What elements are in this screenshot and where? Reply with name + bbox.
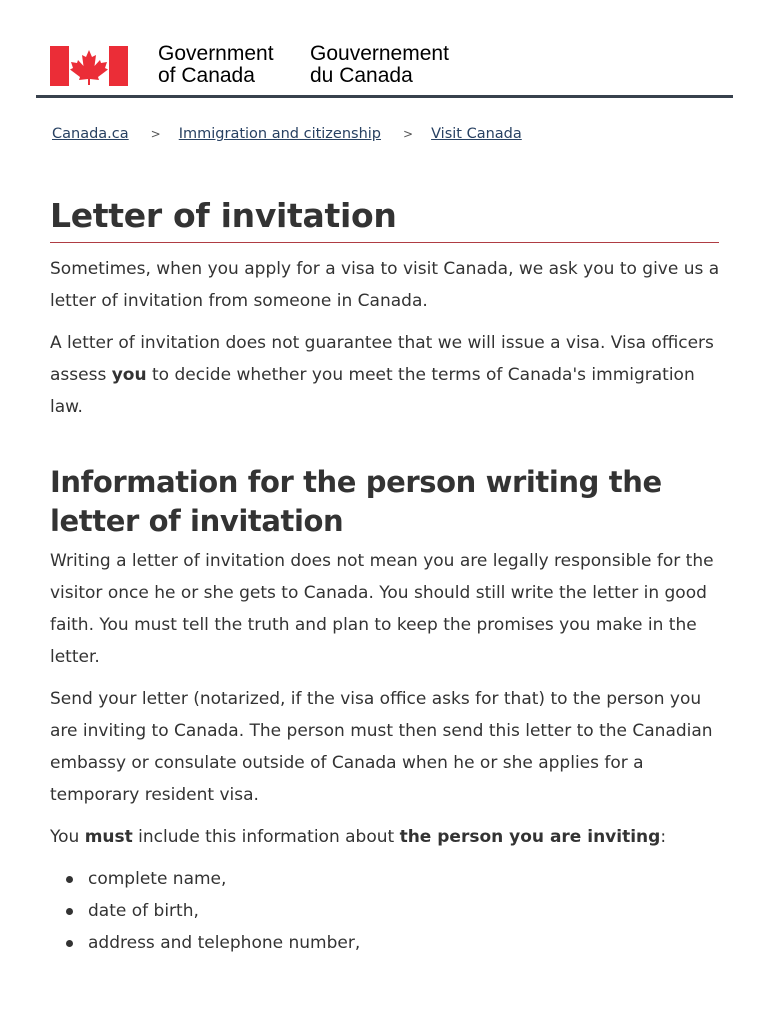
intro-p2-bold: you — [111, 365, 147, 385]
wordmark-en-line1: Government — [158, 42, 274, 65]
p3-text-c: include this information about — [132, 827, 400, 847]
main-content — [50, 253, 725, 959]
wordmark-fr-line1: Gouvernement — [310, 42, 449, 65]
section-paragraph-1: Writing a letter of invitation does not mean you are legally responsible for the visitor once he or she gets to Canada. You should still write the letter in good faith. You must tell the truth and plan to keep the promises you make in the letter. — [50, 551, 714, 667]
list-item-text: complete name, — [88, 869, 227, 889]
site-header — [36, 0, 733, 98]
wordmark-fr-line2: du Canada — [310, 64, 413, 87]
breadcrumb-link-canada[interactable]: Canada.ca — [52, 126, 129, 142]
breadcrumb-separator: > — [403, 127, 414, 141]
canada-flag-icon[interactable] — [50, 46, 128, 86]
list-item-text: date of birth, — [88, 901, 199, 921]
list-item-text: address and telephone number, — [88, 933, 361, 953]
list-item — [50, 863, 725, 895]
title-divider — [50, 242, 719, 243]
intro-p2-text-b: to decide whether you meet the terms of Canada's immigration law. — [50, 365, 695, 417]
wordmark-en-line2: of Canada — [158, 64, 255, 87]
wordmark-french[interactable] — [310, 43, 449, 87]
intro-paragraph-2 — [50, 327, 725, 423]
intro-paragraph-1: Sometimes, when you apply for a visa to visit Canada, we ask you to give us a letter of invitation from someone in Canada. — [50, 259, 720, 311]
p3-text-e: : — [660, 827, 667, 847]
bullet-icon — [66, 940, 73, 947]
page-title: Letter of invitation — [50, 196, 397, 235]
required-info-list — [50, 863, 725, 959]
breadcrumb — [52, 124, 522, 144]
bullet-icon — [66, 876, 73, 883]
breadcrumb-link-immigration[interactable]: Immigration and citizenship — [178, 126, 382, 142]
p3-text-a: You — [50, 827, 85, 847]
intro-p2-text-a: A letter of invitation does not guarantee that we will issue a visa. Visa officers assess — [50, 333, 714, 385]
section-paragraph-3 — [50, 821, 725, 853]
list-item — [50, 927, 725, 959]
section-paragraph-2: Send your letter (notarized, if the visa office asks for that) to the person you are inviting to Canada. The person must then send this letter to the Canadian embassy or consulate outside of Canada when he or she applies for a temporary resident visa. — [50, 689, 713, 805]
p3-bold-person: the person you are inviting — [399, 827, 661, 847]
section-heading: Information for the person writing the letter of invitation — [50, 465, 662, 538]
list-item — [50, 895, 725, 927]
bullet-icon — [66, 908, 73, 915]
breadcrumb-link-visit[interactable]: Visit Canada — [431, 126, 522, 142]
wordmark-english[interactable] — [158, 43, 274, 87]
p3-bold-must: must — [84, 827, 133, 847]
breadcrumb-separator: > — [150, 127, 161, 141]
